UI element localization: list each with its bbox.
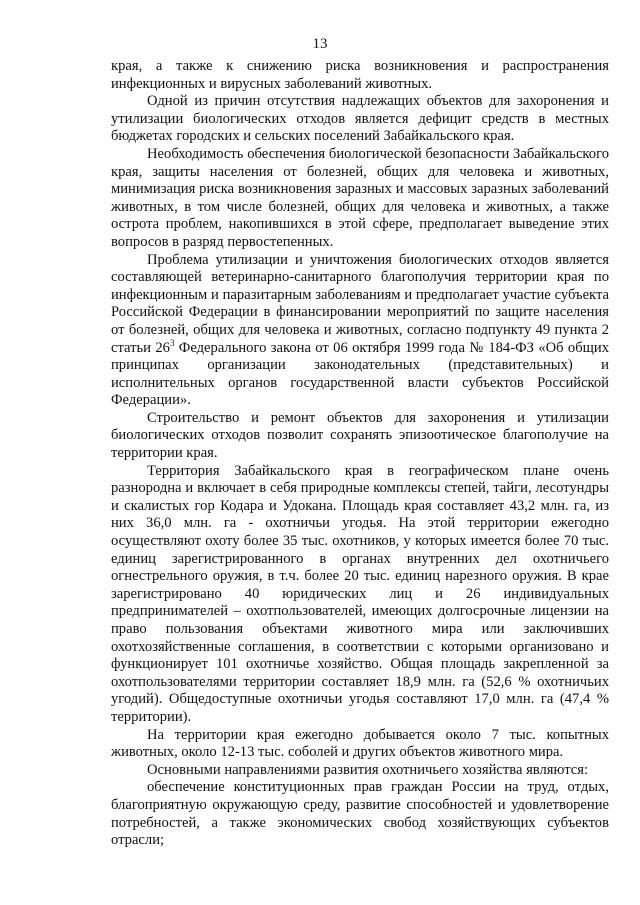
paragraph-9: обеспечение конституционных прав граждан России на труд, отдых, благоприятную окружающую среду, развитие способностей и удовлетворение потребностей, а также экономических свобод хозяйствующих субъектов отрасли; — [111, 779, 609, 849]
paragraph-4-text-after: Федерального закона от 06 октября 1999 года № 184-ФЗ «Об общих принципах организации законодательных (представительных) и исполнительных органов государственной власти субъектов Российской Федерации». — [111, 339, 609, 409]
page-number: 13 — [312, 36, 328, 52]
document-body — [111, 58, 609, 850]
paragraph-8: Основными направлениями развития охотничьего хозяйства являются: — [147, 761, 589, 778]
paragraph-4 — [111, 252, 609, 410]
paragraph-2: Одной из причин отсутствия надлежащих объектов для захоронения и утилизации биологических отходов является дефицит средств в местных бюджетах городских и сельских поселений Забайкальского края. — [111, 93, 609, 145]
paragraph-7: На территории края ежегодно добывается около 7 тыс. копытных животных, около 12-13 тыс. соболей и других объектов животного мира. — [111, 726, 609, 761]
paragraph-4-text-before: Проблема утилизации и уничтожения биологических отходов является составляющей ветеринарно-санитарного благополучия территории края по инфекционным и паразитарным заболеваниям и предполагает участие субъекта Российской Федерации в финансировании мероприятий по защите населения от болезней, общих для человека и животных, согласно подпункту 49 пункта 2 статьи 26 — [111, 251, 609, 356]
paragraph-3: Необходимость обеспечения биологической безопасности Забайкальского края, защиты населения от болезней, общих для человека и животных, минимизация риска возникновения заразных и массовых заразных заболеваний животных, в том числе болезней, общих для человека и животных, а также острота проблем, накопившихся в этой сфере, предполагает выведение этих вопросов в разряд первостепенных. — [111, 145, 609, 250]
paragraph-6: Территория Забайкальского края в географическом плане очень разнородна и включает в себя природные комплексы степей, тайги, лесотундры и скалистых гор Кодара и Удокана. Площадь края составляет 43,2 млн. га, из них 36,0 млн. га - охотничьи угодья. На этой территории ежегодно осуществляют охоту более 35 тыс. охотников, у которых имеется более 70 тыс. единиц зарегистрированного в органах внутренних дел охотничьего огнестрельного оружия, в т.ч. более 20 тыс. единиц нарезного оружия. В крае зарегистрировано 40 юридических лиц и 26 индивидуальных предпринимателей – охотпользователей, имеющих долгосрочные лицензии на право пользования объектами животного мира или заключивших охотхозяйственные соглашения, в соответствии с которыми организовано и функционирует 101 охотничье хозяйство. Общая площадь закрепленной за охотпользователями территории составляет 18,9 млн. га (52,6 % охотничьих угодий). Общедоступные охотничьи угодья составляют 17,0 млн. га (47,4 % территории). — [111, 462, 609, 725]
paragraph-1: края, а также к снижению риска возникновения и распространения инфекционных и вирусных заболеваний животных. — [111, 58, 609, 92]
superscript-article-number: 3 — [169, 337, 175, 348]
paragraph-5: Строительство и ремонт объектов для захоронения и утилизации биологических отходов позволит сохранять эпизоотическое благополучие на территории края. — [111, 409, 609, 462]
